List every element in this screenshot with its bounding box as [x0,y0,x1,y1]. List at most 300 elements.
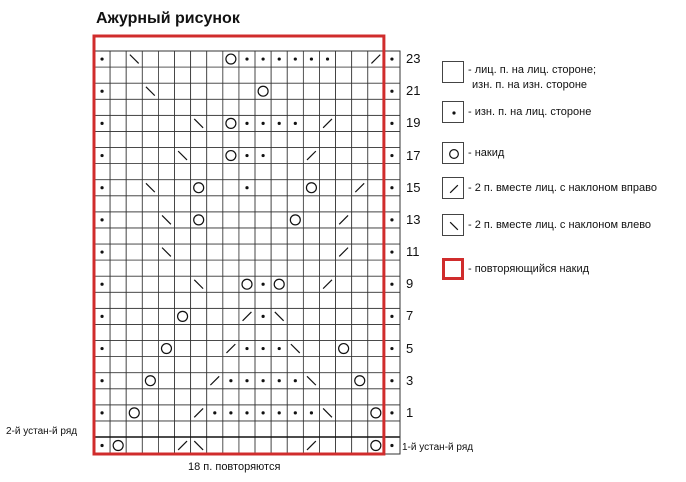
chart-cell [126,180,142,196]
chart-cell [158,180,174,196]
chart-cell [207,357,223,373]
chart-cell [223,148,239,164]
chart-cell [352,357,368,373]
chart-cell [142,260,158,276]
chart-cell [239,212,255,228]
repeat-caption: 18 п. повторяются [188,461,281,473]
chart-cell [319,373,335,389]
chart-cell [271,276,287,292]
chart-cell [207,131,223,147]
setup-row-1-label: 1-й устан-й ряд [402,442,474,453]
chart-cell [142,164,158,180]
chart-cell [287,260,303,276]
chart-cell [239,260,255,276]
chart-cell [126,164,142,180]
chart-cell [336,164,352,180]
chart-cell [287,180,303,196]
chart-cell [319,260,335,276]
purl-dot [100,347,103,350]
legend-swatch [442,177,464,199]
chart-cell [207,260,223,276]
chart-cell [287,212,303,228]
chart-cell [126,292,142,308]
purl-dot [245,154,248,157]
chart-cell [303,260,319,276]
legend-label-line: - повторяющийся накид [468,263,590,275]
chart-cell [255,389,271,405]
chart-cell [352,67,368,83]
chart-cell [191,308,207,324]
purl-dot [294,57,297,60]
chart-cell [175,421,191,437]
chart-cell [271,324,287,340]
chart-cell [142,228,158,244]
chart-cell [303,357,319,373]
chart-cell [126,357,142,373]
purl-dot [390,186,393,189]
legend-swatch [442,101,464,123]
chart-cell [352,308,368,324]
purl-dot [100,379,103,382]
purl-dot [294,379,297,382]
chart-cell [142,99,158,115]
chart-cell [368,131,384,147]
chart-cell [384,260,400,276]
chart-cell [303,212,319,228]
chart-cell [175,341,191,357]
chart-cell [191,228,207,244]
chart-cell [126,373,142,389]
chart-cell [110,196,126,212]
purl-dot [390,315,393,318]
chart-cell [271,164,287,180]
chart-cell [336,373,352,389]
chart-cell [175,83,191,99]
chart-cell [336,228,352,244]
chart-cell [207,292,223,308]
legend-symbol [443,178,465,200]
purl-dot [262,315,265,318]
chart-cell [175,373,191,389]
chart-cell [223,115,239,131]
purl-dot [262,347,265,350]
chart-cell [239,164,255,180]
chart-cell [223,51,239,67]
chart-cell [142,308,158,324]
chart-cell [142,324,158,340]
chart-cell [255,357,271,373]
chart-cell [142,51,158,67]
chart-cell [223,164,239,180]
chart-cell [271,244,287,260]
chart-cell [287,389,303,405]
chart-cell [271,148,287,164]
chart-cell [110,437,126,454]
purl-dot [245,347,248,350]
chart-cell [175,196,191,212]
chart-cell [223,292,239,308]
chart-cell [207,67,223,83]
row-number: 3 [406,372,414,388]
chart-cell [287,244,303,260]
chart-cell [110,324,126,340]
chart-cell [319,437,335,454]
purl-dot [262,379,265,382]
row-number: 17 [406,147,421,163]
chart-cell [287,67,303,83]
chart-cell [94,228,110,244]
chart-cell [207,148,223,164]
chart-cell [368,341,384,357]
chart-cell [94,196,110,212]
chart-cell [223,389,239,405]
chart-cell [255,212,271,228]
chart-cell [287,421,303,437]
chart-cell [142,115,158,131]
chart-cell [239,131,255,147]
chart-cell [191,421,207,437]
chart-cell [223,357,239,373]
chart-cell [239,324,255,340]
chart-cell [239,292,255,308]
chart-cell [271,421,287,437]
chart-cell [384,292,400,308]
chart-cell [175,51,191,67]
chart-cell [175,164,191,180]
row-number: 19 [406,115,421,131]
chart-cell [110,308,126,324]
chart-cell [142,148,158,164]
chart-cell [303,196,319,212]
chart-cell [207,421,223,437]
purl-dot [100,250,103,253]
purl-dot [390,444,393,447]
chart-cell [368,115,384,131]
chart-cell [287,437,303,454]
chart-cell [368,324,384,340]
chart-cell [336,276,352,292]
purl-dot [100,218,103,221]
chart-cell [287,324,303,340]
chart-cell [142,212,158,228]
chart-cell [110,244,126,260]
chart-cell [175,67,191,83]
purl-dot [326,57,329,60]
chart-cell [158,83,174,99]
chart-cell [207,276,223,292]
chart-cell [352,260,368,276]
chart-cell [287,196,303,212]
chart-cell [175,357,191,373]
legend-label-line: - 2 п. вместе лиц. с наклоном вправо [468,182,657,194]
chart-cell [255,228,271,244]
chart-cell [207,389,223,405]
purl-dot [294,411,297,414]
chart-cell [352,341,368,357]
chart-cell [223,180,239,196]
chart-cell [319,244,335,260]
chart-cell [158,389,174,405]
chart-cell [207,83,223,99]
chart-cell [368,148,384,164]
chart-cell [142,421,158,437]
chart-cell [303,228,319,244]
chart-cell [271,292,287,308]
chart-cell [94,164,110,180]
chart-cell [223,260,239,276]
purl-dot [100,122,103,125]
chart-cell [158,99,174,115]
purl-dot [390,122,393,125]
chart-cell [94,99,110,115]
chart-cell [384,421,400,437]
chart-cell [336,180,352,196]
chart-cell [175,180,191,196]
chart-cell [352,421,368,437]
chart-cell [142,341,158,357]
chart-cell [94,324,110,340]
chart-cell [271,99,287,115]
chart-cell [336,67,352,83]
legend-label [468,262,589,277]
chart-cell [223,324,239,340]
purl-dot [310,411,313,414]
chart-cell [126,115,142,131]
chart-cell [110,228,126,244]
chart-cell [158,341,174,357]
chart-cell [336,437,352,454]
chart-cell [336,196,352,212]
chart-cell [319,292,335,308]
chart-cell [319,99,335,115]
chart-cell [126,131,142,147]
chart-cell [158,131,174,147]
chart-cell [271,228,287,244]
chart-cell [319,196,335,212]
chart-cell [191,292,207,308]
chart-cell [126,212,142,228]
chart-cell [207,180,223,196]
chart-cell [368,357,384,373]
chart-cell [191,148,207,164]
chart-cell [223,437,239,454]
chart-cell [255,180,271,196]
chart-cell [223,196,239,212]
chart-cell [110,373,126,389]
chart-cell [126,148,142,164]
legend-swatch [442,61,464,83]
purl-dot [278,411,281,414]
chart-cell [94,357,110,373]
chart-cell [319,324,335,340]
chart-cell [352,292,368,308]
chart-cell [158,115,174,131]
chart-cell [223,67,239,83]
chart-cell [239,437,255,454]
chart-cell [352,389,368,405]
chart-cell [352,276,368,292]
chart-cell [368,276,384,292]
chart-cell [319,180,335,196]
chart-cell [352,373,368,389]
chart-cell [319,67,335,83]
chart-cell [319,389,335,405]
chart-cell [175,405,191,421]
chart-cell [175,212,191,228]
chart-cell [368,196,384,212]
chart-cell [175,99,191,115]
row-number: 23 [406,51,421,67]
chart-cell [110,148,126,164]
chart-cell [255,292,271,308]
chart-cell [126,83,142,99]
purl-dot [262,154,265,157]
chart-cell [110,405,126,421]
chart-cell [271,196,287,212]
legend-label [468,105,591,120]
chart-cell [175,276,191,292]
chart-cell [271,67,287,83]
purl-dot [245,411,248,414]
row-number: 21 [406,83,421,99]
chart-cell [191,164,207,180]
purl-dot [390,283,393,286]
chart-cell [384,196,400,212]
purl-dot [390,90,393,93]
purl-dot [262,411,265,414]
chart-grid [94,36,400,454]
chart-cell [158,292,174,308]
chart-cell [142,292,158,308]
chart-cell [255,437,271,454]
chart-cell [271,389,287,405]
legend-label [468,146,504,161]
chart-title: Ажурный рисунок [96,10,240,27]
purl-dot [390,411,393,414]
purl-dot [262,283,265,286]
chart-cell [352,148,368,164]
chart-cell [126,341,142,357]
chart-cell [303,244,319,260]
chart-cell [126,228,142,244]
chart-cell [368,292,384,308]
chart-cell [191,373,207,389]
chart-cell [336,421,352,437]
chart-cell [175,308,191,324]
chart-cell [368,308,384,324]
chart-cell [303,308,319,324]
chart-cell [352,83,368,99]
chart-cell [303,115,319,131]
chart-cell [158,276,174,292]
legend-swatch [442,214,464,236]
chart-cell [319,341,335,357]
chart-cell [191,357,207,373]
chart-cell [191,324,207,340]
chart-cell [368,405,384,421]
chart-cell [368,67,384,83]
chart-cell [158,405,174,421]
chart-cell [368,260,384,276]
chart-cell [255,131,271,147]
chart-cell [239,83,255,99]
chart-cell [175,115,191,131]
chart-cell [191,51,207,67]
purl-dot [100,315,103,318]
chart-cell [239,389,255,405]
chart-cell [271,437,287,454]
legend-label [468,218,651,233]
chart-cell [271,212,287,228]
chart-cell [352,115,368,131]
chart-cell [126,389,142,405]
chart-cell [207,99,223,115]
chart-cell [319,148,335,164]
chart-cell [336,341,352,357]
chart-cell [319,308,335,324]
legend-symbol [443,215,465,237]
setup-row-2-label: 2-й устан-й ряд [6,426,78,437]
chart-cell [110,180,126,196]
purl-dot [294,122,297,125]
chart-cell [303,276,319,292]
chart-cell [110,341,126,357]
chart-cell [336,83,352,99]
chart-cell [384,99,400,115]
purl-dot [100,57,103,60]
chart-cell [368,373,384,389]
chart-cell [336,131,352,147]
chart-cell [110,276,126,292]
chart-cell [142,67,158,83]
chart-cell [142,405,158,421]
chart-cell [287,164,303,180]
chart-cell [368,99,384,115]
chart-cell [223,421,239,437]
chart-cell [175,228,191,244]
chart-cell [352,99,368,115]
chart-cell [368,180,384,196]
chart-cell [142,373,158,389]
chart-cell [239,196,255,212]
chart-cell [303,421,319,437]
chart-cell [126,308,142,324]
chart-cell [239,276,255,292]
purl-dot [100,154,103,157]
row-number: 1 [406,404,414,420]
chart-cell [207,228,223,244]
chart-cell [352,131,368,147]
chart-cell [94,67,110,83]
chart-cell [142,196,158,212]
chart-cell [336,357,352,373]
chart-cell [319,212,335,228]
chart-cell [368,212,384,228]
chart-cell [303,180,319,196]
chart-cell [207,244,223,260]
chart-cell [239,67,255,83]
chart-cell [207,51,223,67]
purl-dot [245,379,248,382]
chart-cell [110,164,126,180]
chart-cell [207,437,223,454]
chart-cell [368,421,384,437]
purl-dot [390,57,393,60]
chart-cell [255,196,271,212]
chart-cell [352,324,368,340]
chart-cell [126,437,142,454]
chart-cell [336,308,352,324]
